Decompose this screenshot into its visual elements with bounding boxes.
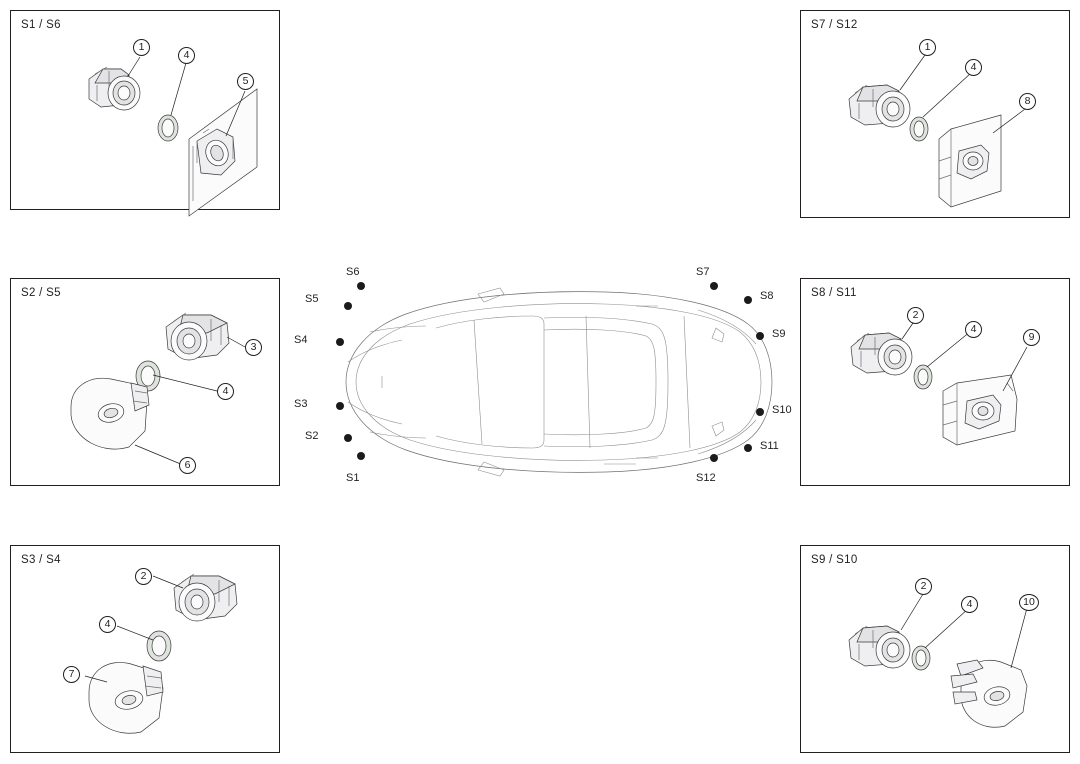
- callout-7: 7: [63, 666, 80, 683]
- sensor-dot-s12: [710, 454, 718, 462]
- label-s8: S8: [760, 290, 774, 302]
- retaining-ring: [910, 117, 928, 141]
- callout-4: 4: [965, 59, 982, 76]
- panel-title: S2 / S5: [21, 287, 61, 299]
- sensor-dot-s1: [357, 452, 365, 460]
- sensor-dot-s11: [744, 444, 752, 452]
- sensor-dot-s5: [344, 302, 352, 310]
- callout-1: 1: [133, 39, 150, 56]
- sensor-dot-s10: [756, 408, 764, 416]
- oval-cap: [89, 662, 163, 733]
- leader-4: [117, 626, 153, 640]
- label-s6: S6: [346, 266, 360, 278]
- callout-2: 2: [135, 568, 152, 585]
- callout-10: 10: [1019, 594, 1039, 611]
- oval-cap: [71, 378, 149, 449]
- bumper-bracket: [189, 89, 257, 216]
- retaining-ring: [147, 631, 171, 661]
- callout-2: 2: [915, 578, 932, 595]
- label-s11: S11: [760, 440, 779, 452]
- panel-title: S7 / S12: [811, 19, 858, 31]
- panel-title: S1 / S6: [21, 19, 61, 31]
- callout-2: 2: [907, 307, 924, 324]
- panel-s2-s5: [10, 278, 280, 486]
- panel-title: S3 / S4: [21, 554, 61, 566]
- panel-s8-s11-graphic: [801, 279, 1071, 487]
- label-s5: S5: [305, 293, 319, 305]
- callout-4: 4: [178, 47, 195, 64]
- sensor-body: [89, 67, 140, 110]
- retaining-ring: [158, 115, 178, 141]
- label-s7: S7: [696, 266, 710, 278]
- retaining-ring: [914, 365, 932, 389]
- bumper-cover: [939, 115, 1001, 207]
- callout-1: 1: [919, 39, 936, 56]
- label-s1: S1: [346, 472, 360, 484]
- callout-4: 4: [99, 616, 116, 633]
- callout-4: 4: [961, 596, 978, 613]
- leader-3: [227, 337, 245, 347]
- panel-title: S9 / S10: [811, 554, 858, 566]
- leader-2: [153, 576, 183, 588]
- callout-5: 5: [237, 73, 254, 90]
- callout-9: 9: [1023, 329, 1040, 346]
- leader-2: [902, 323, 913, 339]
- callout-3: 3: [245, 339, 262, 356]
- sensor-body: [849, 85, 910, 127]
- panel-s7-s12: [800, 10, 1070, 218]
- label-s4: S4: [294, 334, 308, 346]
- label-s9: S9: [772, 328, 786, 340]
- vehicle-outline: [286, 258, 794, 506]
- leader-1: [900, 55, 925, 90]
- leader-4: [925, 608, 969, 648]
- sensor-dot-s4: [336, 338, 344, 346]
- leader-4: [923, 73, 971, 117]
- callout-4: 4: [217, 383, 234, 400]
- leader-4: [171, 63, 186, 115]
- label-s2: S2: [305, 430, 319, 442]
- sensor-dot-s3: [336, 402, 344, 410]
- sensor-dot-s6: [357, 282, 365, 290]
- label-s3: S3: [294, 398, 308, 410]
- panel-s8-s11: [800, 278, 1070, 486]
- panel-s1-s6: [10, 10, 280, 210]
- leader-9: [1003, 347, 1027, 391]
- leader-6: [135, 445, 183, 465]
- callout-4: 4: [965, 321, 982, 338]
- callout-6: 6: [179, 457, 196, 474]
- label-s12: S12: [696, 472, 716, 484]
- sensor-body: [174, 574, 237, 621]
- leader-1: [128, 57, 140, 76]
- leader-10: [1011, 608, 1027, 668]
- leader-4: [927, 331, 971, 367]
- panel-title: S8 / S11: [811, 287, 857, 299]
- label-s10: S10: [772, 404, 792, 416]
- panel-s7-s12-graphic: [801, 11, 1071, 219]
- sensor-body: [851, 333, 912, 375]
- vehicle-top-view: [286, 258, 794, 506]
- callout-8: 8: [1019, 93, 1036, 110]
- sensor-dot-s8: [744, 296, 752, 304]
- panel-s9-s10: [800, 545, 1070, 753]
- sensor-dot-s7: [710, 282, 718, 290]
- oval-cap: [951, 660, 1027, 727]
- panel-s9-s10-graphic: [801, 546, 1071, 754]
- panel-s3-s4: [10, 545, 280, 753]
- sensor-body: [849, 626, 910, 668]
- leader-2: [901, 594, 923, 630]
- sensor-dot-s9: [756, 332, 764, 340]
- leader-4: [153, 375, 217, 391]
- sensor-body: [166, 313, 229, 360]
- sensor-dot-s2: [344, 434, 352, 442]
- retaining-ring: [912, 646, 930, 670]
- panel-s2-s5-graphic: [11, 279, 281, 487]
